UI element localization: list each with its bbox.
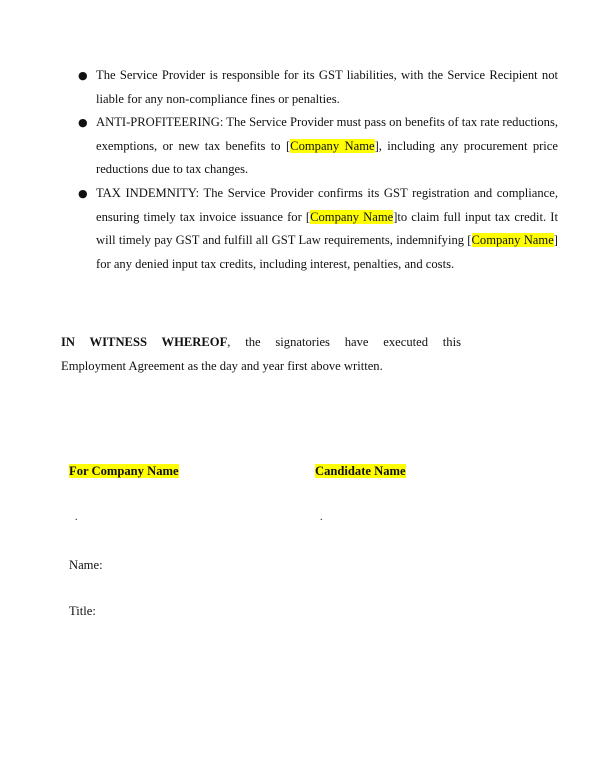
candidate-signature-heading [315,461,406,481]
candidate-signature-label: Candidate Name [315,464,406,478]
company-signature-mark: . [75,512,78,523]
clause-text-start: ANTI-PROFITEERING: The Service Provider must pass on benefits of tax rate reductions, exemptions, or new tax benefits to [ [96,115,558,153]
company-signature-label: For Company Name [69,464,179,478]
title-label: Title: [69,604,96,618]
candidate-signature-mark: . [320,512,323,523]
clause-text-end: ], including any procurement price reductions due to tax changes. [96,138,558,177]
witness-line-1 [61,331,461,355]
bullet-icon: ● [78,116,88,130]
name-label: Name: [69,558,103,572]
clause-text: The Service Provider is responsible for its GST liabilities, with the Service Recipient not liable for any non-compliance fines or penalties. [96,68,558,106]
witness-paragraph [61,331,461,378]
list-item [74,182,558,276]
company-name-placeholder: Company Name [310,209,394,224]
clause-text-end: ] for any denied input tax credits, including interest, penalties, and costs. [96,233,558,271]
company-name-placeholder: Company Name [290,138,375,153]
clause-text-middle: ]to claim full input tax credit. It will timely pay GST and fulfill all GST Law requirements, indemnifying [ [96,209,558,248]
gst-clause-list [74,64,558,276]
witness-line-1-text: , the signatories have executed this [227,335,461,349]
company-signature-heading [69,461,179,481]
witness-heading: IN WITNESS WHEREOF [61,335,228,349]
bullet-icon: ● [78,69,88,82]
list-item [74,64,558,111]
company-name-placeholder: Company Name [471,233,554,248]
witness-line-2: Employment Agreement as the day and year first above written. [61,358,383,373]
list-item [74,111,558,182]
bullet-icon: ● [78,186,88,200]
clause-text-start: TAX INDEMNITY: The Service Provider confirms its GST registration and compliance, ensuring timely tax invoice issuance for [ [96,185,558,224]
